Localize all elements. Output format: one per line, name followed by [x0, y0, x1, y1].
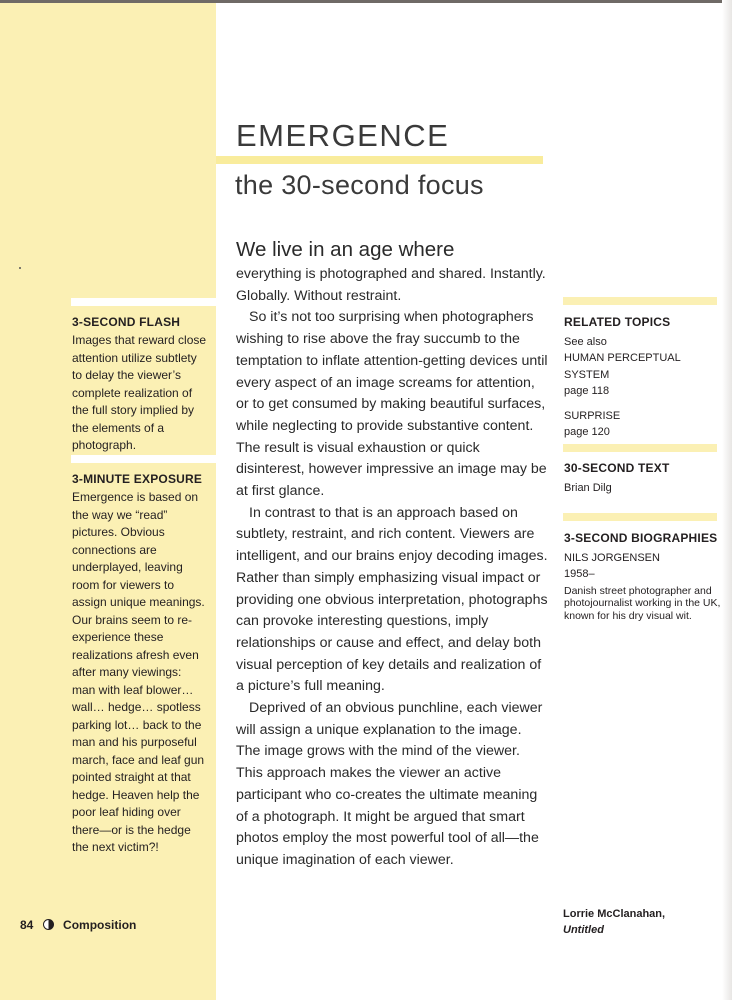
bio-heading: 3-SECOND BIOGRAPHIES — [564, 531, 718, 545]
title-band — [216, 156, 543, 164]
related-topics — [564, 314, 724, 441]
three-second-biographies — [564, 530, 724, 622]
related-topic-page: page 120 — [564, 426, 610, 438]
text-heading: 30-SECOND TEXT — [564, 461, 670, 475]
three-second-flash — [72, 315, 208, 455]
body-paragraph: In contrast to that is an approach based on subtlety, restraint, and rich content. Viewers are intelligent, and our brains enjoy decoding images. Rather than simply emphasizing visual impact or providing one obvious interpretation, photographs can provoke interesting questions, imply relationships or cause and effect, and delay both visual perception of key details and realization of a picture’s full meaning. — [236, 504, 548, 695]
work-title: Untitled — [563, 924, 604, 936]
section-name: Composition — [63, 918, 137, 932]
thirty-second-text — [564, 460, 724, 496]
right-divider — [563, 444, 717, 452]
related-topic-link[interactable]: SURPRISE — [564, 409, 621, 422]
page-title: EMERGENCE — [236, 118, 450, 153]
photographer-name: Lorrie McClanahan, — [563, 908, 666, 920]
page-number: 84 — [20, 918, 34, 932]
half-circle-icon — [43, 919, 54, 930]
lead-line: We live in an age where — [236, 238, 455, 261]
body-paragraph: So it’s not too surprising when photographers wishing to rise above the fray succumb to the temptation to inflate attention-getting devices until every aspect of an image screams for attention, or to get consumed by making beautiful surfaces, while neglecting to provide substantive content. The result is visual exhaustion or quick disinterest, however impressive an image may be at first glance. — [236, 309, 548, 500]
bio-name: NILS JORGENSEN — [564, 551, 660, 564]
right-divider — [563, 297, 717, 305]
photo-caption — [563, 906, 665, 938]
page-subtitle: the 30-second focus — [235, 170, 484, 200]
see-also: See also — [564, 335, 607, 348]
body-paragraph: Deprived of an obvious punchline, each viewer will assign a unique explanation to the image. The image grows with the mind of the viewer. This approach makes the viewer an active participant who co-creates the ultimate meaning of a photograph. It might be argued that smart photos employ the most powerful tool of all—the unique imagination of each viewer. — [236, 700, 543, 868]
page-gutter-shadow — [722, 0, 732, 1000]
related-topic-link[interactable]: HUMAN PERCEPTUAL SYSTEM — [564, 352, 681, 381]
three-minute-exposure — [72, 472, 208, 857]
related-topic-page: page 118 — [564, 385, 610, 397]
body-paragraph: everything is photographed and shared. Instantly. Globally. Without restraint. — [236, 266, 546, 304]
page-folio — [20, 918, 136, 932]
flash-heading: 3-SECOND FLASH — [72, 315, 181, 329]
speck-mark — [19, 267, 21, 269]
sidebar-divider — [71, 455, 216, 463]
flash-body: Images that reward close attention utilize subtlety to delay the viewer’s complete realization of the full story implied by the elements of a photograph. — [72, 333, 207, 452]
author-name: Brian Dilg — [564, 481, 612, 494]
main-text — [236, 236, 548, 872]
exposure-body: Emergence is based on the way we “read” pictures. Obvious connections are underplayed, leaving room for viewers to assign unique meanings. Our brains seem to re-experience these realizations afresh even after many viewings: man with leaf blower… wall… hedge… spotless parking lot… back to the man and his purposeful march, face and leaf gun pointed straight at that hedge. Heaven help the poor leaf hiding over there—or is the hedge the next victim?! — [72, 490, 205, 854]
sidebar-divider — [71, 298, 216, 306]
bio-years: 1958– — [564, 568, 595, 580]
right-divider — [563, 513, 717, 521]
exposure-heading: 3-MINUTE EXPOSURE — [72, 472, 203, 486]
related-heading: RELATED TOPICS — [564, 315, 671, 329]
bio-description: Danish street photographer and photojournalist working in the UK, known for his dry visual wit. — [564, 584, 721, 622]
